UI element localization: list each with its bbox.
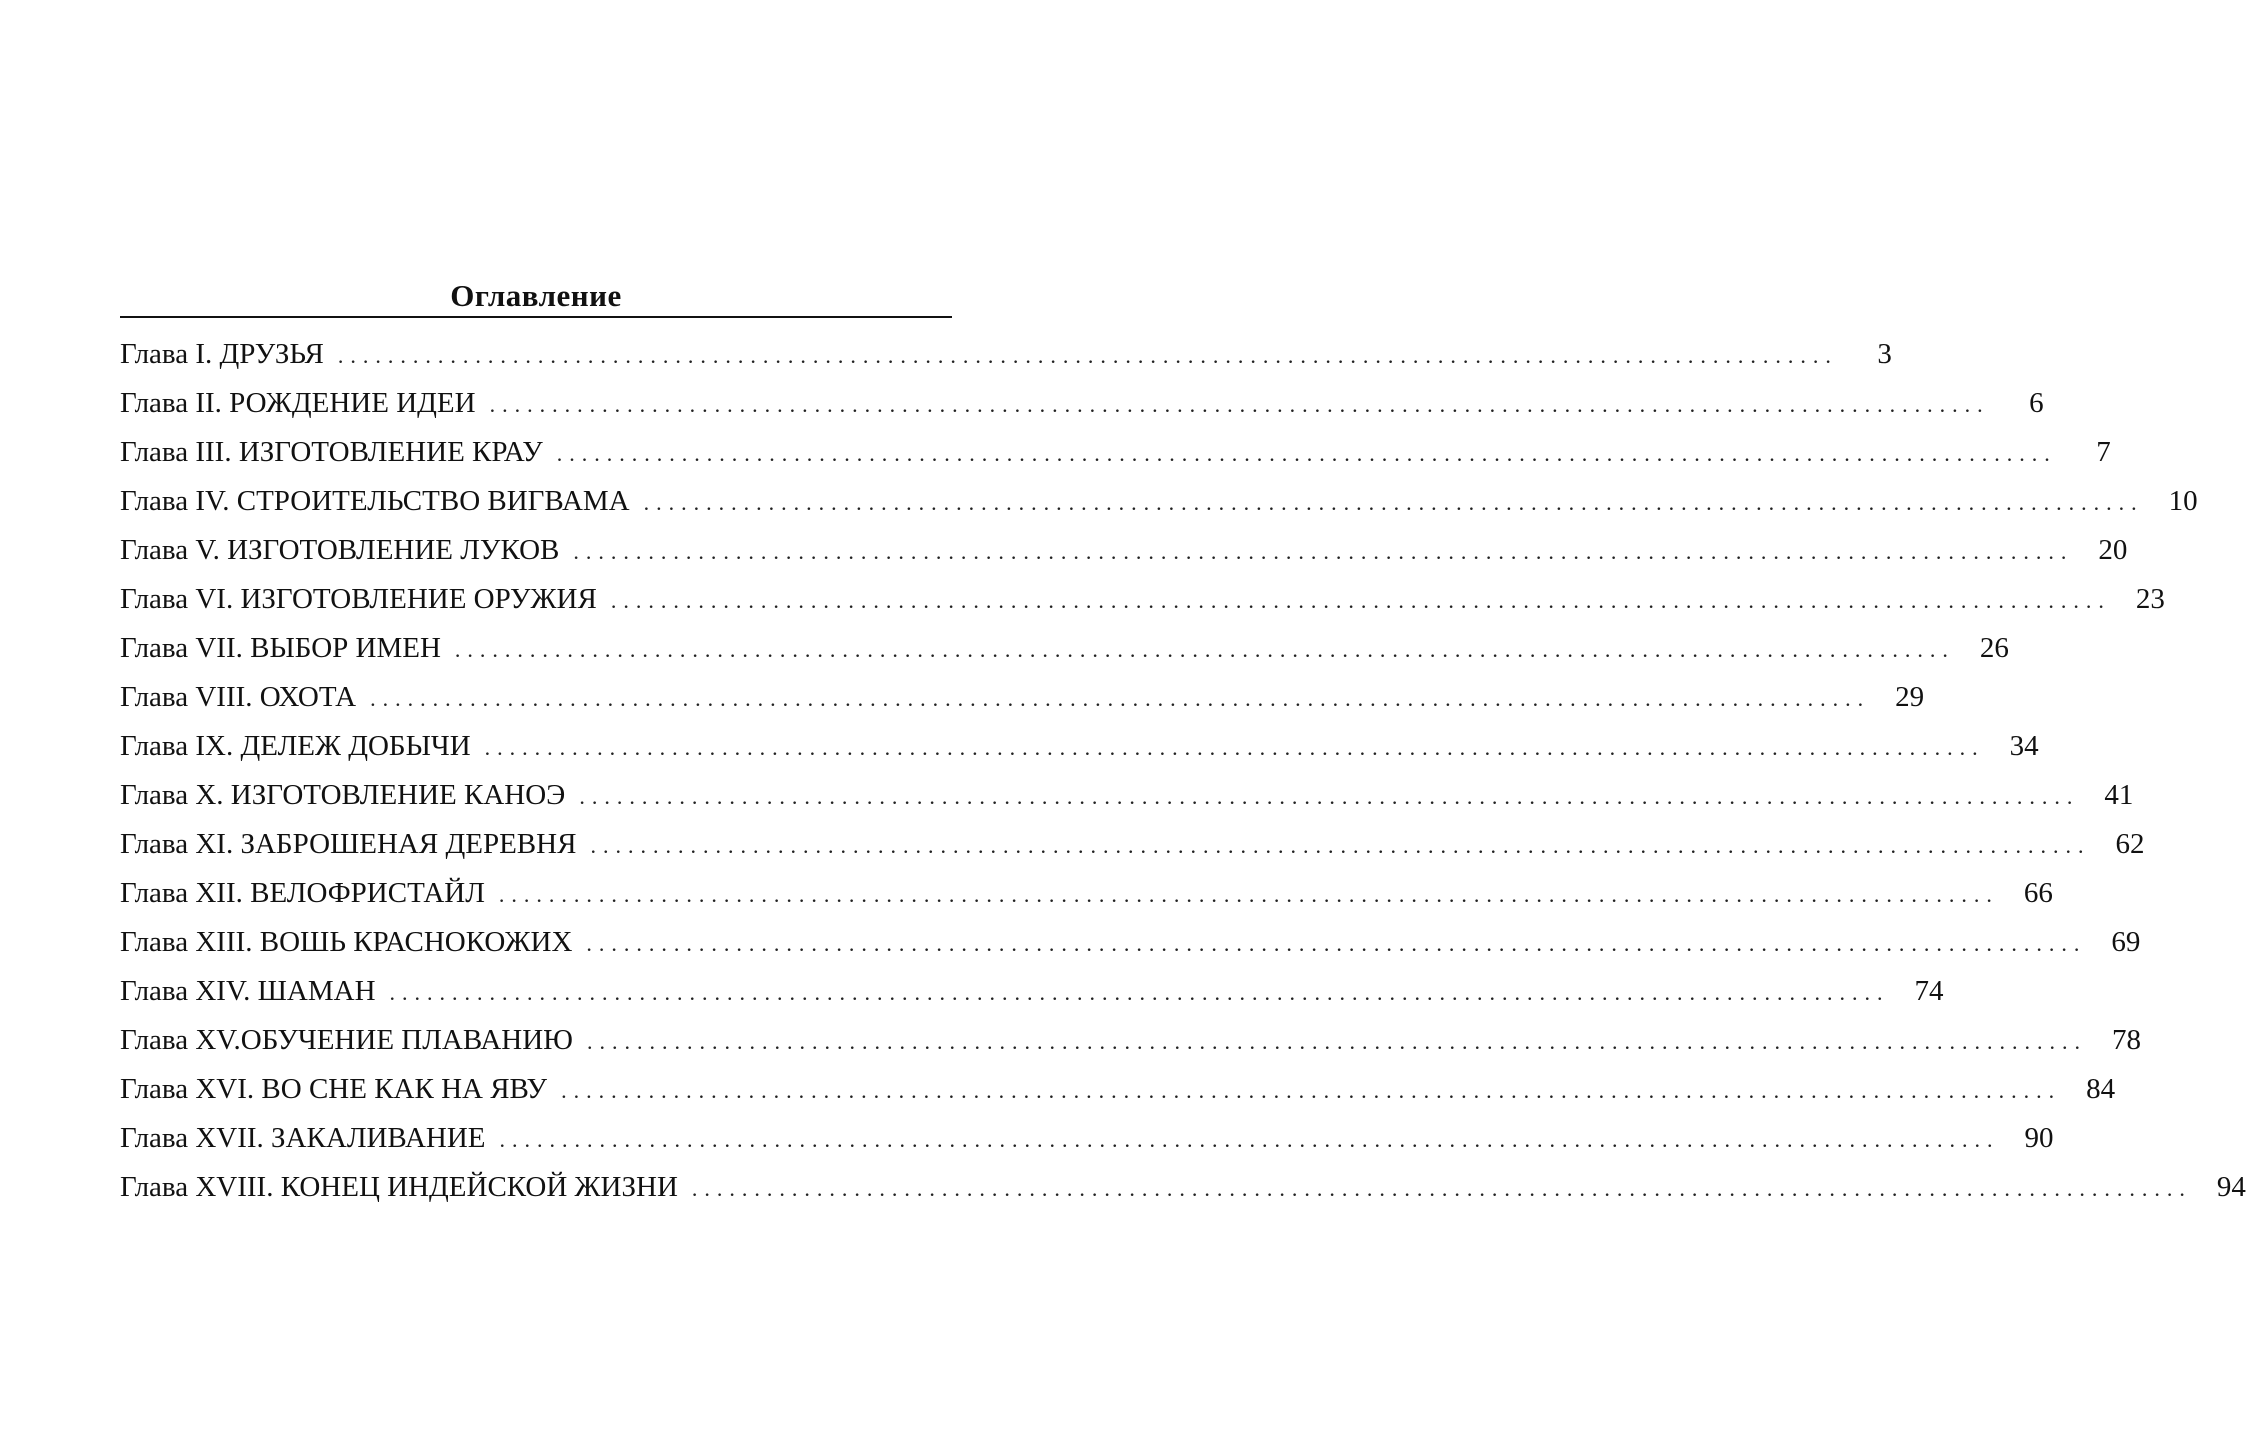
toc-entry-title: Глава XVI. ВО СНЕ КАК НА ЯВУ [120, 1073, 548, 1105]
dot-leader: ........................................................................................................................ [561, 1078, 2062, 1103]
toc-entry-title: Глава VI. ИЗГОТОВЛЕНИЕ ОРУЖИЯ [120, 583, 597, 615]
toc-list [120, 336, 2246, 1218]
toc-entry-page: 34 [2009, 730, 2039, 762]
toc-entry-page: 66 [2023, 877, 2053, 909]
dot-leader: ........................................................................................................................ [484, 735, 1985, 760]
dot-leader: ........................................................................................................................ [573, 539, 2074, 564]
toc-entry-page: 90 [2024, 1122, 2054, 1154]
toc-entry [120, 777, 2134, 826]
toc-entry-page: 69 [2111, 926, 2141, 958]
dot-leader: ........................................................................................................................ [454, 637, 1955, 662]
toc-entry-title: Глава I. ДРУЗЬЯ [120, 338, 324, 370]
toc-entry [120, 336, 1892, 385]
toc-entry [120, 1071, 2116, 1120]
toc-entry [120, 1120, 2054, 1169]
toc-entry [120, 483, 2198, 532]
toc-entry [120, 581, 2165, 630]
dot-leader: ........................................................................................................................ [586, 931, 2087, 956]
toc-entry-title: Глава IV. СТРОИТЕЛЬСТВО ВИГВАМА [120, 485, 630, 517]
toc-entry-page: 6 [2029, 387, 2044, 419]
dot-leader: ........................................................................................................................ [498, 882, 1999, 907]
dot-leader: ........................................................................................................................ [691, 1176, 2192, 1201]
dot-leader: ........................................................................................................................ [489, 392, 1990, 417]
dot-leader: ........................................................................................................................ [389, 980, 1890, 1005]
toc-entry-page: 7 [2096, 436, 2111, 468]
dot-leader: ........................................................................................................................ [586, 1029, 2087, 1054]
toc-entry [120, 385, 2044, 434]
toc-entry-title: Глава XVIII. КОНЕЦ ИНДЕЙСКОЙ ЖИЗНИ [120, 1171, 678, 1203]
toc-entry-page: 10 [2168, 485, 2198, 517]
dot-leader: ........................................................................................................................ [370, 686, 1871, 711]
toc-entry-title: Глава XIII. ВОШЬ КРАСНОКОЖИХ [120, 926, 573, 958]
toc-entry-title: Глава III. ИЗГОТОВЛЕНИЕ КРАУ [120, 436, 543, 468]
toc-entry-page: 26 [1979, 632, 2009, 664]
toc-entry-title: Глава II. РОЖДЕНИЕ ИДЕИ [120, 387, 476, 419]
toc-entry [120, 434, 2111, 483]
toc-entry-page: 62 [2115, 828, 2145, 860]
toc-entry-title: Глава XI. ЗАБРОШЕНАЯ ДЕРЕВНЯ [120, 828, 577, 860]
toc-entry [120, 679, 1925, 728]
toc-entry-title: Глава XII. ВЕЛОФРИСТАЙЛ [120, 877, 485, 909]
toc-entry-page: 84 [2086, 1073, 2116, 1105]
toc-entry-page: 20 [2098, 534, 2128, 566]
toc-entry-page: 23 [2135, 583, 2165, 615]
toc-entry [120, 973, 1944, 1022]
toc-entry-page: 41 [2104, 779, 2134, 811]
dot-leader: ........................................................................................................................ [556, 441, 2057, 466]
toc-title: Оглавление [450, 278, 622, 313]
toc-entry-page: 94 [2216, 1171, 2246, 1203]
toc-entry-title: Глава VII. ВЫБОР ИМЕН [120, 632, 441, 664]
dot-leader: ........................................................................................................................ [499, 1127, 2000, 1152]
toc-entry-title: Глава XVII. ЗАКАЛИВАНИЕ [120, 1122, 486, 1154]
toc-entry-title: Глава XIV. ШАМАН [120, 975, 376, 1007]
toc-entry [120, 826, 2145, 875]
toc-entry-page: 29 [1895, 681, 1925, 713]
toc-entry [120, 532, 2128, 581]
toc-entry [120, 1022, 2141, 1071]
dot-leader: ........................................................................................................................ [337, 343, 1838, 368]
toc-entry-title: Глава X. ИЗГОТОВЛЕНИЕ КАНОЭ [120, 779, 566, 811]
toc-entry-title: Глава IX. ДЕЛЕЖ ДОБЫЧИ [120, 730, 471, 762]
toc-entry [120, 1169, 2246, 1218]
toc-entry-title: Глава VIII. ОХОТА [120, 681, 357, 713]
toc-entry-page: 3 [1877, 338, 1892, 370]
dot-leader: ........................................................................................................................ [579, 784, 2080, 809]
dot-leader: ........................................................................................................................ [643, 490, 2144, 515]
toc-entry [120, 630, 2009, 679]
toc-entry-title: Глава XV.ОБУЧЕНИЕ ПЛАВАНИЮ [120, 1024, 573, 1056]
toc-entry [120, 728, 2039, 777]
toc-entry-page: 78 [2111, 1024, 2141, 1056]
toc-entry [120, 875, 2053, 924]
toc-entry-title: Глава V. ИЗГОТОВЛЕНИЕ ЛУКОВ [120, 534, 560, 566]
dot-leader: ........................................................................................................................ [590, 833, 2091, 858]
title-underline [120, 316, 952, 318]
toc-entry-page: 74 [1914, 975, 1944, 1007]
dot-leader: ........................................................................................................................ [610, 588, 2111, 613]
toc-entry [120, 924, 2141, 973]
